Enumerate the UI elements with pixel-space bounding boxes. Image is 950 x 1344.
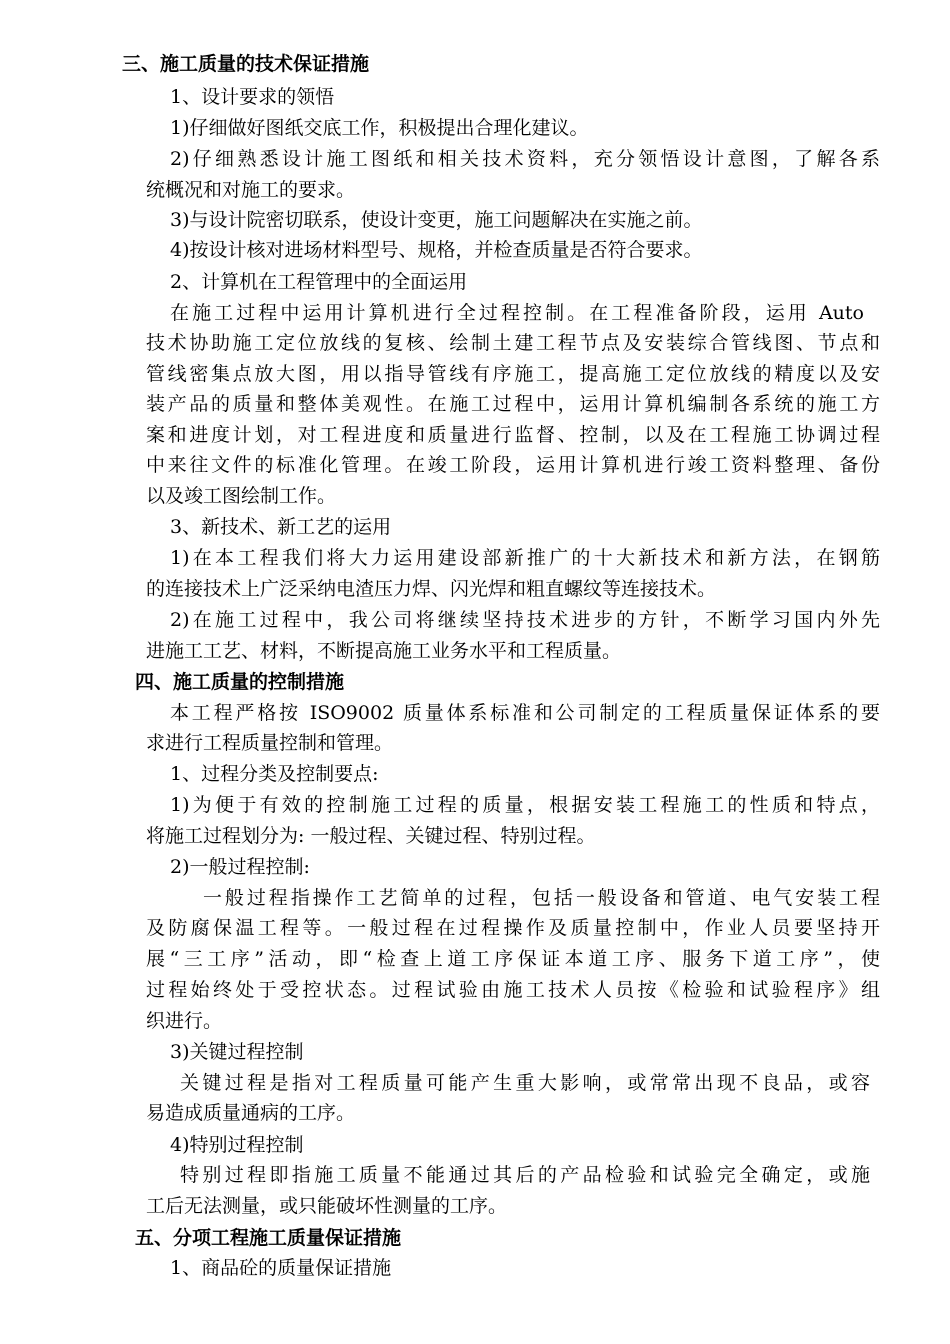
paragraph-line: 的连接技术上广泛采纳电渣压力焊、闪光焊和粗直螺纹等连接技术。	[146, 578, 717, 600]
paragraph-line: 2、计算机在工程管理中的全面运用	[170, 271, 468, 293]
paragraph-line: 中来往文件的标准化管理。在竣工阶段，运用计算机进行竣工资料整理、备份	[146, 454, 880, 476]
paragraph-line: 易造成质量通病的工序。	[146, 1102, 356, 1124]
paragraph-line: 求进行工程质量控制和管理。	[146, 732, 394, 754]
paragraph-line: 2)在施工过程中，我公司将继续坚持技术进步的方针，不断学习国内外先	[170, 609, 880, 631]
paragraph-line: 以及竣工图绘制工作。	[146, 485, 337, 507]
paragraph-line: 工后无法测量，或只能破坏性测量的工序。	[146, 1195, 508, 1217]
paragraph-line: 1)仔细做好图纸交底工作，积极提出合理化建议。	[170, 117, 589, 139]
paragraph-line: 4)按设计核对进场材料型号、规格，并检查质量是否符合要求。	[170, 239, 703, 261]
paragraph-line: 2)一般过程控制:	[170, 856, 310, 878]
section-heading: 三、施工质量的技术保证措施	[122, 53, 370, 75]
paragraph-line: 过程始终处于受控状态。过程试验由施工技术人员按《检验和试验程序》组	[146, 979, 880, 1001]
paragraph-line: 1、设计要求的领悟	[170, 86, 335, 108]
paragraph-line: 本工程严格按 ISO9002 质量体系标准和公司制定的工程质量保证体系的要	[170, 702, 880, 724]
paragraph-line: 1、过程分类及控制要点:	[170, 763, 379, 785]
paragraph-line: 案和进度计划，对工程进度和质量进行监督、控制，以及在工程施工协调过程	[146, 424, 880, 446]
paragraph-line: 在施工过程中运用计算机进行全过程控制。在工程准备阶段，运用 Auto	[170, 302, 864, 324]
paragraph-line: 1、商品砼的质量保证措施	[170, 1257, 392, 1279]
paragraph-line: 3)关键过程控制	[170, 1041, 304, 1063]
paragraph-line: 将施工过程划分为: 一般过程、关键过程、特别过程。	[146, 825, 596, 847]
paragraph-line: 织进行。	[146, 1010, 223, 1032]
paragraph-line: 2)仔细熟悉设计施工图纸和相关技术资料，充分领悟设计意图，了解各系	[170, 148, 880, 170]
paragraph-line: 进施工工艺、材料，不断提高施工业务水平和工程质量。	[146, 640, 622, 662]
paragraph-line: 及防腐保温工程等。一般过程在过程操作及质量控制中，作业人员要坚持开	[146, 917, 880, 939]
paragraph-line: 3)与设计院密切联系，使设计变更，施工问题解决在实施之前。	[170, 209, 703, 231]
paragraph-line: 管线密集点放大图，用以指导管线有序施工，提高施工定位放线的精度以及安	[146, 363, 880, 385]
paragraph-line: 1)在本工程我们将大力运用建设部新推广的十大新技术和新方法，在钢筋	[170, 547, 880, 569]
paragraph-line: 3、新技术、新工艺的运用	[170, 516, 392, 538]
section-heading: 四、施工质量的控制措施	[135, 671, 345, 693]
paragraph-line: 装产品的质量和整体美观性。在施工过程中，运用计算机编制各系统的施工方	[146, 393, 880, 415]
paragraph-line: 技术协助施工定位放线的复核、绘制土建工程节点及安装综合管线图、节点和	[146, 332, 880, 354]
paragraph-line: 4)特别过程控制	[170, 1134, 304, 1156]
paragraph-line: 一般过程指操作工艺简单的过程，包括一般设备和管道、电气安装工程	[203, 887, 880, 909]
paragraph-line: 展“三工序”活动，即“检查上道工序保证本道工序、服务下道工序”，使	[146, 948, 880, 970]
paragraph-line: 1)为便于有效的控制施工过程的质量，根据安装工程施工的性质和特点，	[170, 794, 880, 816]
section-heading: 五、分项工程施工质量保证措施	[135, 1227, 402, 1249]
paragraph-line: 特别过程即指施工质量不能通过其后的产品检验和试验完全确定，或施	[180, 1164, 870, 1186]
paragraph-line: 统概况和对施工的要求。	[146, 179, 356, 201]
paragraph-line: 关键过程是指对工程质量可能产生重大影响，或常常出现不良品，或容	[180, 1072, 870, 1094]
